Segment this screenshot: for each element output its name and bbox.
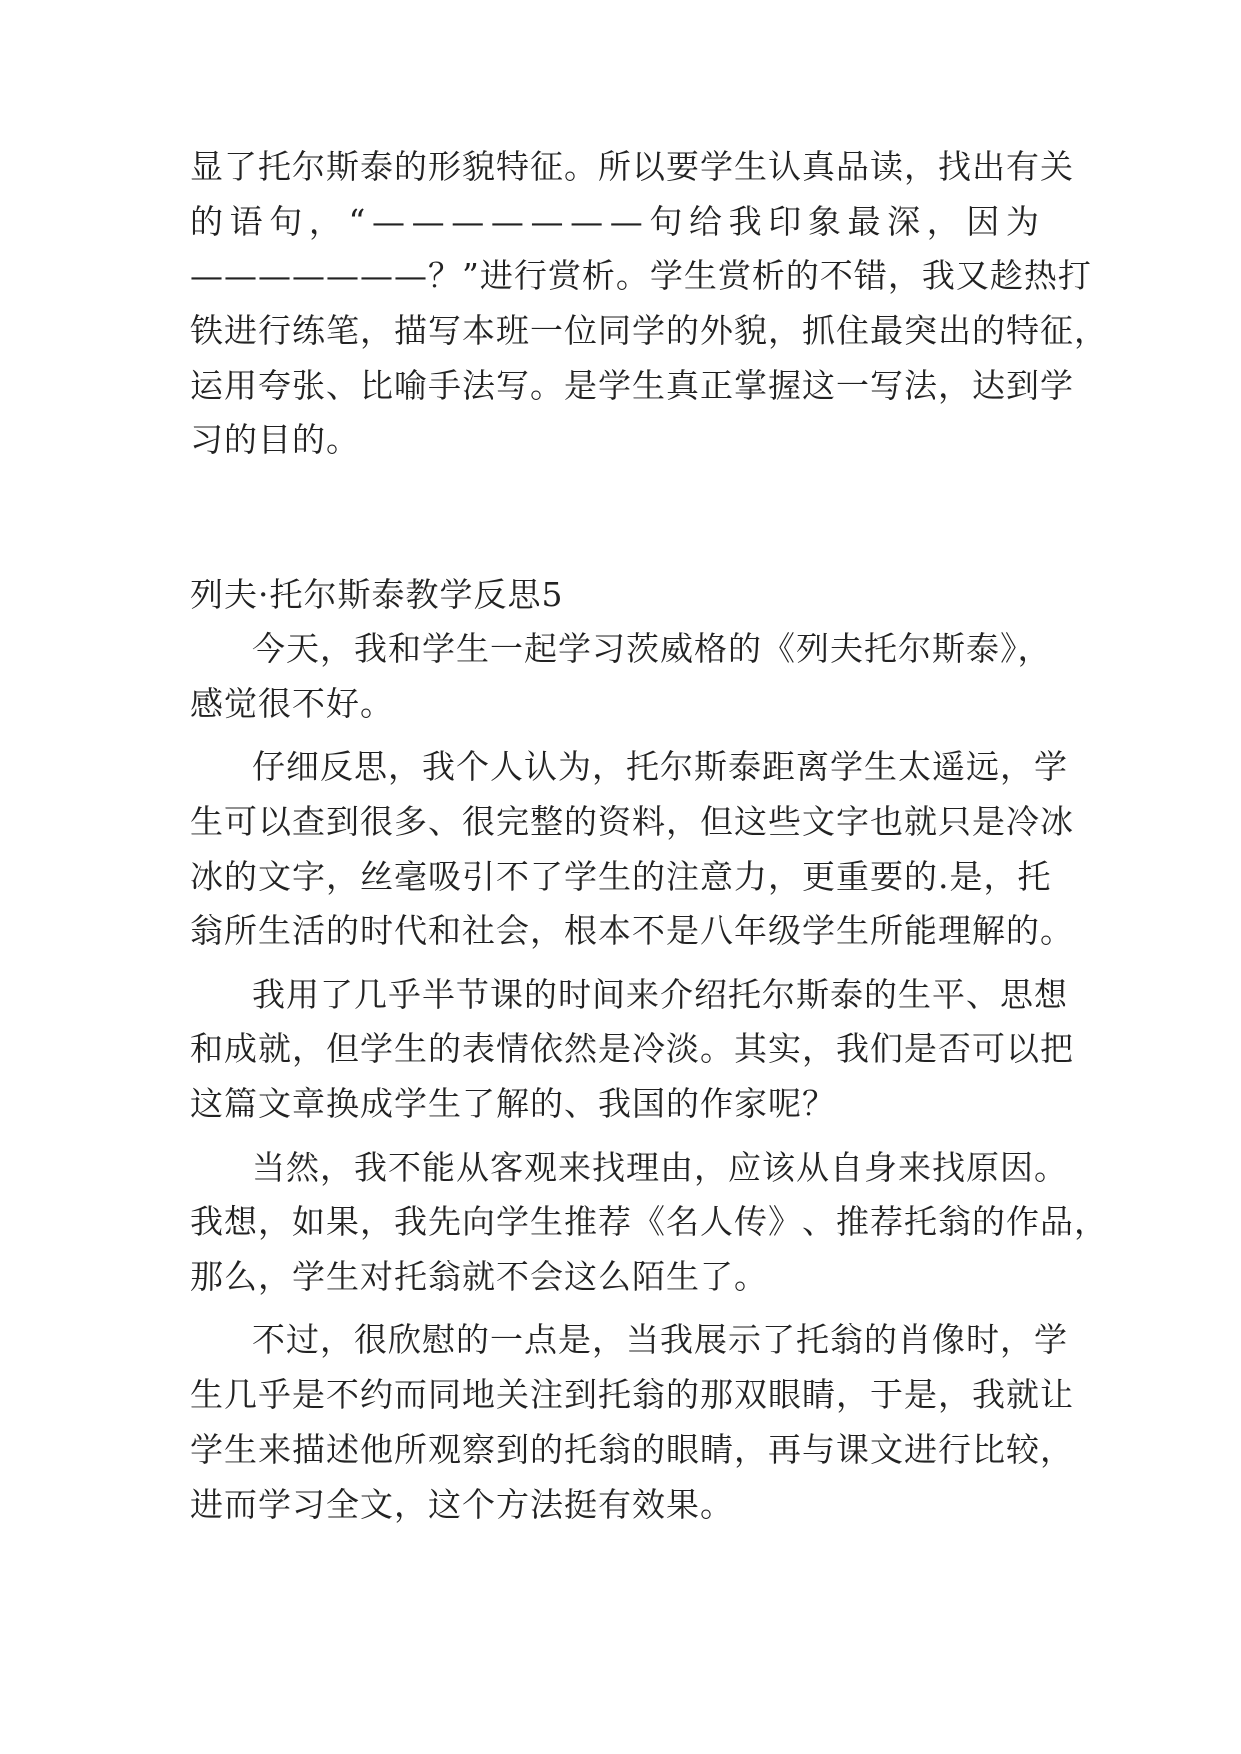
text-line: 生 可 以 查 到 很 多 、 很 完 整 的 资 料 ， 但 这 些 文 字 也 就 只 是 冷 冰 xyxy=(190,802,1074,841)
text-line: 生 几 乎 是 不 约 而 同 地 关 注 到 托 翁 的 那 双 眼 睛 ， 于 是 ， 我 就 让 xyxy=(190,1375,1074,1414)
text-line: 当然，我不能从客观来找理由，应该从自身来找原因。 xyxy=(252,1148,1068,1187)
text-line: 习的目的。 xyxy=(190,420,360,459)
text-line: 的 语 句 ， “ — — — — — — — 句 给 我 印 象 最 深 ， 因 为 xyxy=(190,202,1040,241)
section-title: 列夫·托尔斯泰教学反思5 xyxy=(190,575,564,614)
text-line: — — — — — — — ？ ” 进 行 赏 析 。 学 生 赏 析 的 不 错 ， 我 又 趁 热 打 xyxy=(190,256,1092,295)
text-line: 今天，我和学生一起学习茨威格的《列夫托尔斯泰》， xyxy=(252,629,1052,668)
text-line: 显 了 托 尔 斯 泰 的 形 貌 特 征 。 所 以 要 学 生 认 真 品 读 ， 找 出 有 关 xyxy=(190,147,1074,186)
text-line: 和 成 就 ， 但 学 生 的 表 情 依 然 是 冷 淡 。 其 实 ， 我 们 是 否 可 以 把 xyxy=(190,1029,1074,1068)
text-line: 仔细反思，我个人认为，托尔斯泰距离学生太遥远，学 xyxy=(252,747,1068,786)
text-line: 感觉很不好。 xyxy=(190,684,394,723)
text-line: 铁 进 行 练 笔 ， 描 写 本 班 一 位 同 学 的 外 貌 ， 抓 住 最 突 出 的 特 征 ， xyxy=(190,311,1108,350)
text-line: 进而学习全文，这个方法挺有效果。 xyxy=(190,1485,734,1524)
text-line: 冰 的 文 字 ， 丝 毫 吸 引 不 了 学 生 的 注 意 力 ， 更 重 要 的 . 是 ， 托 xyxy=(190,857,1052,896)
text-line: 我 想 ， 如 果 ， 我 先 向 学 生 推 荐 《 名 人 传 》 、 推 荐 托 翁 的 作 品 ， xyxy=(190,1202,1108,1241)
text-line: 不过，很欣慰的一点是，当我展示了托翁的肖像时，学 xyxy=(252,1320,1068,1359)
text-line: 运 用 夸 张 、 比 喻 手 法 写 。 是 学 生 真 正 掌 握 这 一 写 法 ， 达 到 学 xyxy=(190,366,1074,405)
text-line: 那么，学生对托翁就不会这么陌生了。 xyxy=(190,1257,768,1296)
text-line: 翁 所 生 活 的 时 代 和 社 会 ， 根 本 不 是 八 年 级 学 生 所 能 理 解 的 。 xyxy=(190,911,1074,950)
text-line: 这篇文章换成学生了解的、我国的作家呢？ xyxy=(190,1084,836,1123)
text-line: 学 生 来 描 述 他 所 观 察 到 的 托 翁 的 眼 睛 ， 再 与 课 文 进 行 比 较 ， xyxy=(190,1430,1074,1469)
text-line: 我用了几乎半节课的时间来介绍托尔斯泰的生平、思想 xyxy=(252,975,1068,1014)
